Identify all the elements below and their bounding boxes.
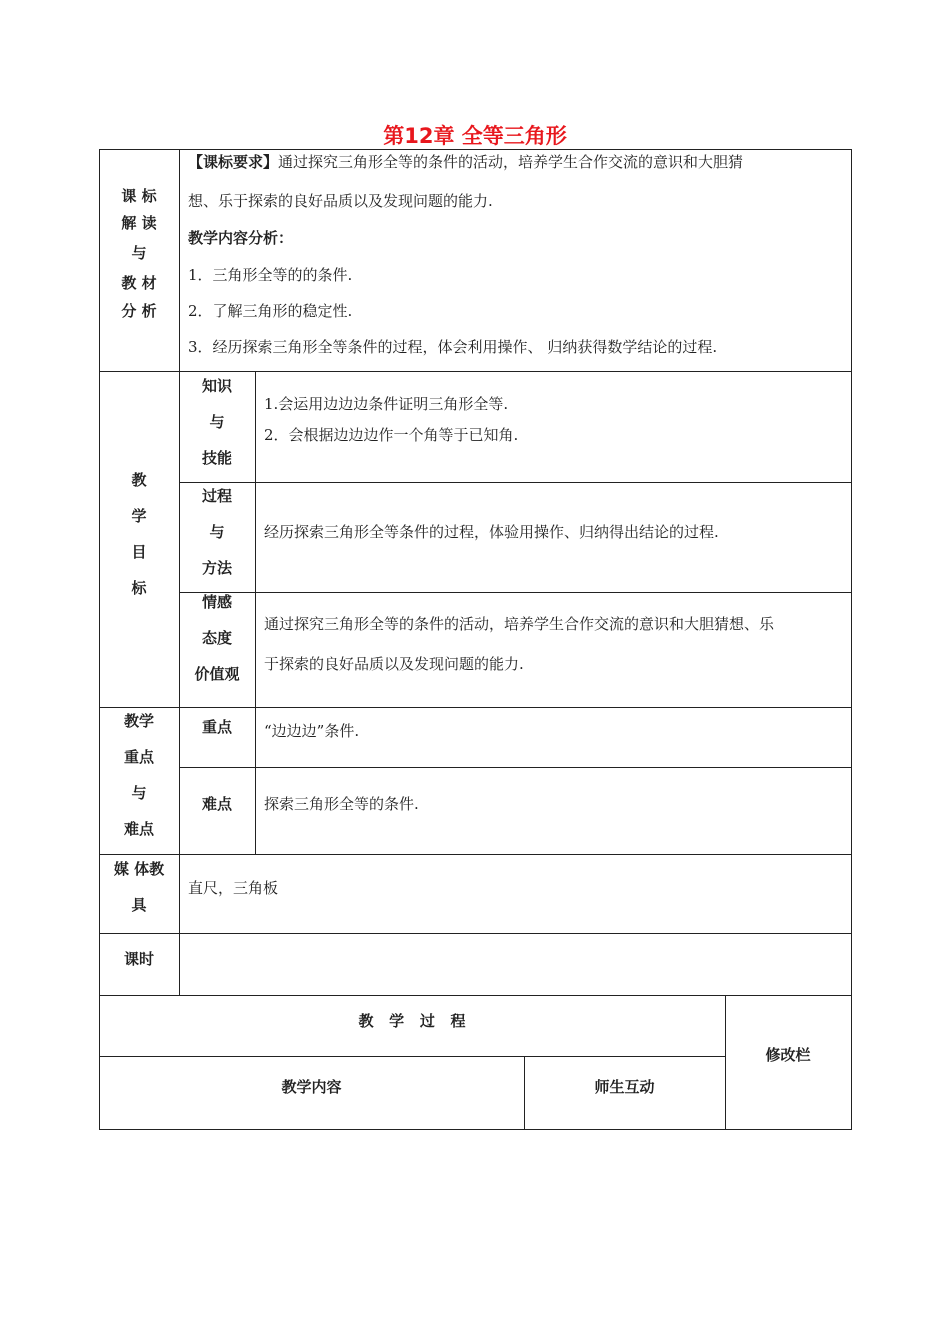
analysis-item-2: 2．了解三角形的稳定性. xyxy=(188,302,353,320)
key-point-label: 重点 xyxy=(201,718,232,736)
page-title: 第12章 全等三角形 xyxy=(383,124,567,148)
knowledge-item-2: 2．会根据边边边作一个角等于已知角. xyxy=(264,426,519,444)
emotion-line1: 通过探究三角形全等的条件的活动，培养学生合作交流的意识和大胆猜想、乐 xyxy=(264,615,775,633)
analysis-item-1: 1．三角形全等的的条件. xyxy=(188,266,353,284)
knowledge-label: 知识 与 技能 xyxy=(201,377,232,467)
process-label: 过程 与 方法 xyxy=(201,487,232,577)
difficult-point-text: 探索三角形全等的条件. xyxy=(264,795,419,813)
curriculum-label: 课 标 解 读 与 教 材 分 析 xyxy=(121,187,157,320)
emotion-label: 情感 态度 价值观 xyxy=(194,593,240,683)
teaching-process-header: 教 学 过 程 xyxy=(358,1012,466,1030)
knowledge-item-1: 1.会运用边边边条件证明三角形全等. xyxy=(264,395,509,413)
key-difficult-label: 教学 重点 与 难点 xyxy=(123,712,154,838)
teaching-content-header: 教学内容 xyxy=(281,1078,342,1096)
interaction-header: 师生互动 xyxy=(594,1078,655,1096)
analysis-heading: 教学内容分析： xyxy=(188,229,294,247)
revise-column-header: 修改栏 xyxy=(765,1046,811,1064)
emotion-line2: 于探索的良好品质以及发现问题的能力. xyxy=(264,655,524,673)
analysis-item-3: 3．经历探索三角形全等条件的过程，体会利用操作、 归纳获得数学结论的过程. xyxy=(188,338,718,356)
curriculum-intro-line2: 想、乐于探索的良好品质以及发现问题的能力. xyxy=(188,192,493,210)
process-text: 经历探索三角形全等条件的过程，体验用操作、归纳得出结论的过程. xyxy=(264,523,719,541)
media-text: 直尺，三角板 xyxy=(188,879,279,897)
class-hours-label: 课时 xyxy=(123,950,154,968)
media-label: 媒 体教 具 xyxy=(113,860,165,914)
objectives-label: 教 学 目 标 xyxy=(131,471,147,597)
difficult-point-label: 难点 xyxy=(201,795,232,813)
curriculum-intro-line1: 【课标要求】通过探究三角形全等的条件的活动，培养学生合作交流的意识和大胆猜 xyxy=(188,153,744,171)
key-point-text: “边边边”条件. xyxy=(264,722,360,740)
